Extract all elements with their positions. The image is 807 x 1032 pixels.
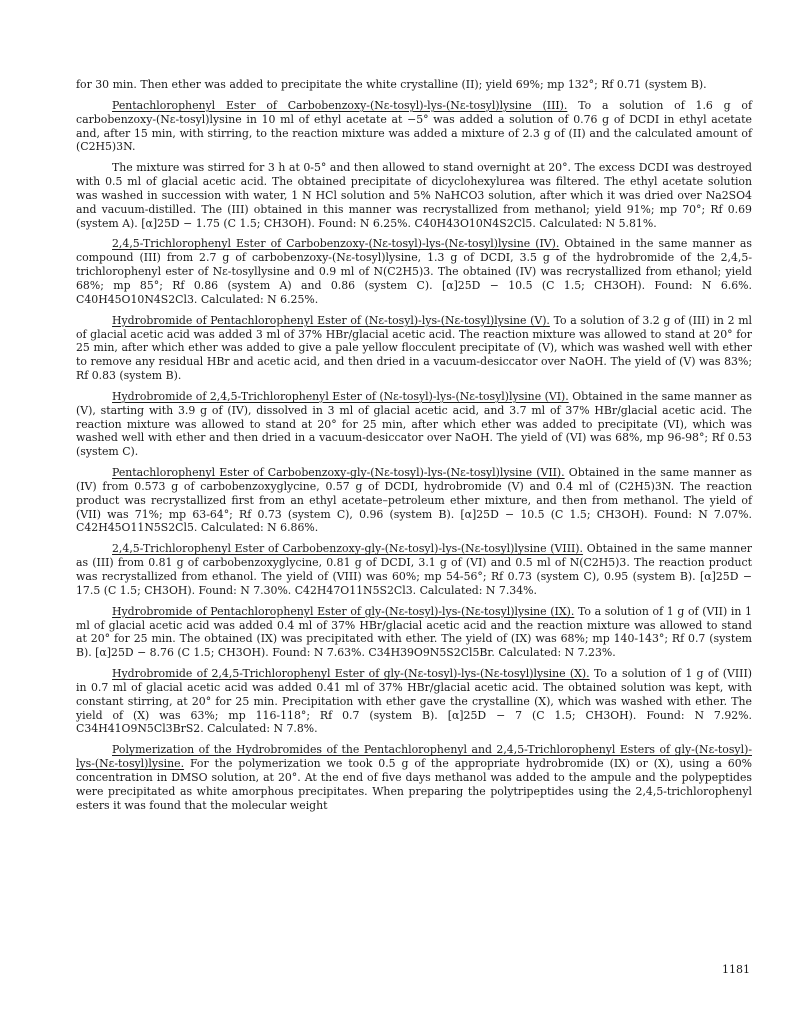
article-body xyxy=(76,78,752,820)
paragraph-heading: 2,4,5-Trichlorophenyl Ester of Carbobenzoxy-(Nε-tosyl)-lys-(Nε-tosyl)lysine (IV). xyxy=(112,237,560,251)
paragraph-heading: Hydrobromide of 2,4,5-Trichlorophenyl Ester of gly-(Nε-tosyl)-lys-(Nε-tosyl)lysine (X). xyxy=(112,667,590,681)
paragraph-text: Obtained in the same manner as compound (III) from 2.7 g of carbobenzoxy-(Nε-tosyl)lysine, 1.3 g of DCDI, 3.5 g of the hydrobromide of the 2,4,5-trichlorophenyl ester of Nε-tosyllysine and 0.9 ml of N(C2H5)3. The obtained (IV) was recrystallized from ethanol; yield 68%; mp 85°; Rf 0.86 (system A) and 0.86 (system C). [α]25D − 10.5 (C 1.5; CH3OH). Found: N 6.6%. C40H45O10N4S2Cl3. Calculated: N 6.25%. xyxy=(76,237,752,306)
paragraph-heading: Hydrobromide of 2,4,5-Trichlorophenyl Ester of (Nε-tosyl)-lys-(Nε-tosyl)lysine (VI). xyxy=(112,389,569,403)
paragraph-4 xyxy=(76,237,752,306)
paragraph-heading: Pentachlorophenyl Ester of Carbobenzoxy-(Nε-tosyl)-lys-(Nε-tosyl)lysine (III). xyxy=(112,98,568,112)
paragraph-heading: Pentachlorophenyl Ester of Carbobenzoxy-gly-(Nε-tosyl)-lys-(Nε-tosyl)lysine (VII). xyxy=(112,466,565,480)
paragraph-6 xyxy=(76,390,752,459)
paragraph-text: To a solution of 1 g of (VIII) in 0.7 ml of glacial acetic acid was added 0.41 ml of 37% HBr/glacial acetic acid. The obtained solution was kept, with constant stirring, at 20° for 25 min. Precipitation with ether gave the crystalline (X), which was washed with ether. The yield of (X) was 63%; mp 116-118°; Rf 0.7 (system B). [α]25D − 7 (C 1.5; CH3OH). Found: N 7.92%. C34H41O9N5Cl3BrS2. Calculated: N 7.8%. xyxy=(76,667,752,736)
paragraph-2 xyxy=(76,99,752,154)
paragraph-8 xyxy=(76,542,752,597)
paragraph-heading: 2,4,5-Trichlorophenyl Ester of Carbobenzoxy-gly-(Nε-tosyl)-lys-(Nε-tosyl)lysine (VIII). xyxy=(112,542,584,556)
paragraph-text: The mixture was stirred for 3 h at 0-5° and then allowed to stand overnight at 20°. The excess DCDI was destroyed with 0.5 ml of glacial acetic acid. The obtained precipitate of dicyclohexylurea was filtered. The ethyl acetate solution was washed in succession with water, 1 N HCl solution and 5% NaHCO3 solution, after which it was dried over Na2SO4 and vacuum-distilled. The (III) obtained in this manner was recrystallized from methanol; yield 91%; mp 70°; Rf 0.69 (system A). [α]25D − 1.75 (C 1.5; CH3OH). Found: N 6.25%. C40H43O10N4S2Cl5. Calculated: N 5.81%. xyxy=(76,161,752,230)
paragraph-text: Obtained in the same manner as (IV) from 0.573 g of carbobenzoxyglycine, 0.57 g of DCDI, hydrobromide (V) and 0.4 ml of (C2H5)3N. The reaction product was recrystallized first from an ethyl acetate–petroleum ether mixture, and then from methanol. The yield of (VII) was 71%; mp 63-64°; Rf 0.73 (system C), 0.96 (system B). [α]25D − 10.5 (C 1.5; CH3OH). Found: N 7.07%. C42H45O11N5S2Cl5. Calculated: N 6.86%. xyxy=(76,466,752,535)
paragraph-heading: Hydrobromide of Pentachlorophenyl Ester of (Nε-tosyl)-lys-(Nε-tosyl)lysine (V). xyxy=(112,313,550,327)
paragraph-heading: Hydrobromide of Pentachlorophenyl Ester of gly-(Nε-tosyl)-lys-(Nε-tosyl)lysine (IX). xyxy=(112,604,575,618)
paragraph-text: Obtained in the same manner as (III) from 0.81 g of carbobenzoxyglycine, 0.81 g of DCDI, 3.1 g of (VI) and 0.5 ml of N(C2H5)3. The reaction product was recrystallized from ethanol. The yield of (VIII) was 60%; mp 54-56°; Rf 0.73 (system C), 0.95 (system B). [α]25D − 17.5 (C 1.5; CH3OH). Found: N 7.30%. C42H47O11N5S2Cl3. Calculated: N 7.34%. xyxy=(76,542,752,597)
paragraph-10 xyxy=(76,667,752,736)
paragraph-text: For the polymerization we took 0.5 g of the appropriate hydrobromide (IX) or (X), using a 60% concentration in DMSO solution, at 20°. At the end of five days methanol was added to the ampule and the polypeptides were precipitated as white amorphous precipitates. When preparing the polytripeptides using the 2,4,5-trichlorophenyl esters it was found that the molecular weight xyxy=(76,757,752,812)
paragraph-text: To a solution of 1.6 g of carbobenzoxy-(Nε-tosyl)lysine in 10 ml of ethyl acetate at −5° was added a solution of 0.76 g of DCDI in ethyl acetate and, after 15 min, with stirring, to the reaction mixture was added a mixture of 2.3 g of (II) and the calculated amount of (C2H5)3N. xyxy=(76,98,752,154)
paragraph-11 xyxy=(76,743,752,812)
paragraph-text: for 30 min. Then ether was added to precipitate the white crystalline (II); yield 69%; mp 132°; Rf 0.71 (system B). xyxy=(76,78,707,91)
paragraph-heading: Polymerization of the Hydrobromides of the Pentachlorophenyl and 2,4,5-Trichlorophenyl Esters of gly-(Nε-tosyl)-lys-(Nε-tosyl)lysine. xyxy=(76,743,752,771)
paragraph-text: To a solution of 3.2 g of (III) in 2 ml of glacial acetic acid was added 3 ml of 37% HBr/glacial acetic acid. The reaction mixture was allowed to stand at 20° for 25 min, after which ether was added to give a pale yellow flocculent precipitate of (V), which was washed well with ether to remove any residual HBr and acetic acid, and then dried in a vacuum-desiccator over NaOH. The yield of (V) was 83%; Rf 0.83 (system B). xyxy=(76,313,752,383)
paragraph-7 xyxy=(76,466,752,535)
page-number: 1181 xyxy=(722,963,750,976)
paragraph-9 xyxy=(76,605,752,660)
paragraph-5 xyxy=(76,314,752,383)
paragraph-text: Obtained in the same manner as (V), starting with 3.9 g of (IV), dissolved in 3 ml of glacial acetic acid, and 3.7 ml of 37% HBr/glacial acetic acid. The reaction mixture was allowed to stand at 20° for 25 min, after which ether was added to precipitate (VI), which was washed well with ether and then dried in a vacuum-desiccator over NaOH. The yield of (VI) was 68%, mp 96-98°; Rf 0.53 (system C). xyxy=(76,389,752,459)
paragraph-3 xyxy=(76,161,752,230)
paragraph-1 xyxy=(76,78,752,92)
paragraph-text: To a solution of 1 g of (VII) in 1 ml of glacial acetic acid was added 0.4 ml of 37% HBr/glacial acetic acid and the reaction mixture was allowed to stand at 20° for 25 min. The obtained (IX) was precipitated with ether. The yield of (IX) was 68%; mp 140-143°; Rf 0.7 (system B). [α]25D − 8.76 (C 1.5; CH3OH). Found: N 7.63%. C34H39O9N5S2Cl5Br. Calculated: N 7.23%. xyxy=(76,604,752,660)
